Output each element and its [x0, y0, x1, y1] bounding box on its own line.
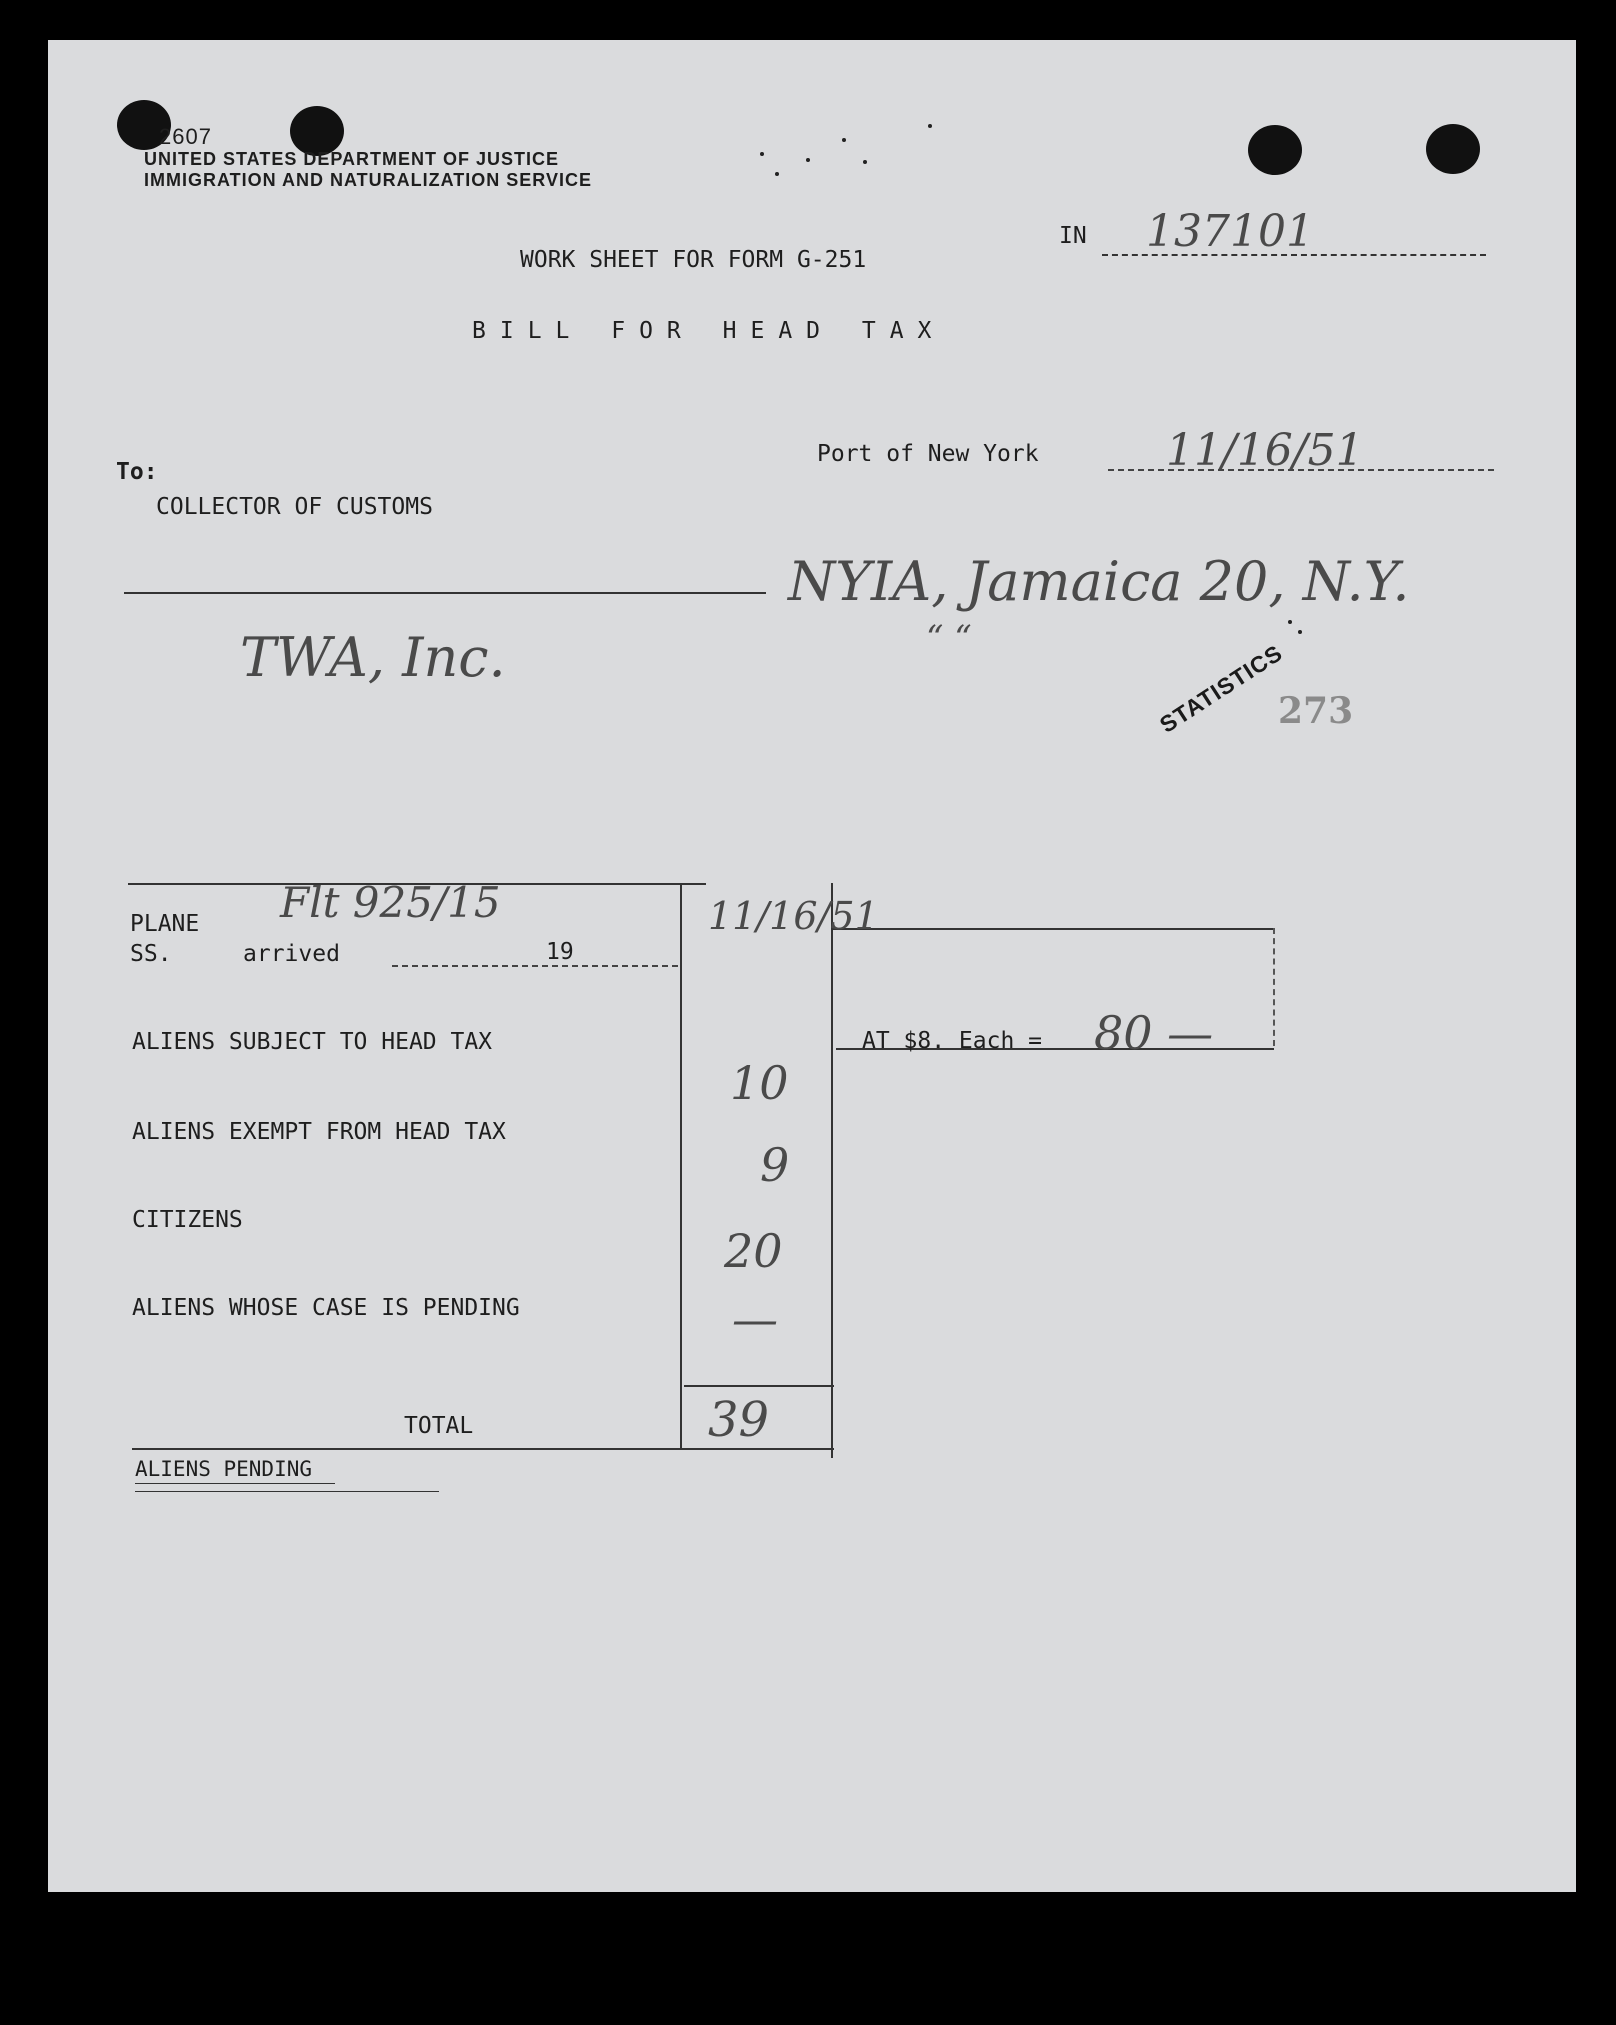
- arrival-date: 11/16/51: [708, 894, 879, 938]
- row-label-exempt: ALIENS EXEMPT FROM HEAD TAX: [132, 1119, 506, 1145]
- row-value-subject: 10: [730, 1056, 789, 1110]
- row-label-subject: ALIENS SUBJECT TO HEAD TAX: [132, 1029, 493, 1055]
- rate-amount: 80 —: [1094, 1006, 1214, 1060]
- row-value-pending: —: [732, 1292, 778, 1346]
- service-name: IMMIGRATION AND NATURALIZATION SERVICE: [144, 170, 592, 190]
- total-label: TOTAL: [404, 1413, 474, 1439]
- table-total-top-line: [684, 1385, 834, 1387]
- aliens-pending-label: ALIENS PENDING: [135, 1457, 313, 1481]
- speck: [1298, 630, 1302, 634]
- table-divider-right: [831, 883, 833, 1458]
- in-label: IN: [1059, 223, 1087, 249]
- handwritten-address: NYIA, Jamaica 20, N.Y.: [788, 550, 1410, 613]
- rate-label: AT $8. Each =: [862, 1028, 1043, 1054]
- total-value: 39: [708, 1392, 770, 1448]
- ditto-marks: “ “: [926, 618, 972, 658]
- stamp-number: 273: [1278, 690, 1354, 732]
- speck: [842, 138, 846, 142]
- speck: [775, 172, 779, 176]
- arrived-line: [392, 965, 678, 967]
- statistics-stamp: STATISTICS: [1155, 639, 1288, 738]
- aliens-pending-line: [135, 1491, 439, 1492]
- punch-hole-right: [1426, 124, 1480, 174]
- row-value-citizens: 20: [724, 1224, 783, 1278]
- row-value-exempt: 9: [760, 1138, 790, 1192]
- port-label: Port of New York: [817, 441, 1039, 467]
- row-label-citizens: CITIZENS: [132, 1207, 243, 1233]
- punch-hole-right-inner: [1248, 125, 1302, 175]
- bill-title: BILL FOR HEAD TAX: [472, 318, 946, 344]
- handwritten-company: TWA, Inc.: [240, 626, 506, 689]
- document-page: [48, 40, 1576, 1892]
- speck: [760, 152, 764, 156]
- worksheet-title: WORK SHEET FOR FORM G-251: [520, 247, 867, 273]
- rate-box-right-line: [1273, 928, 1275, 1046]
- department-name: UNITED STATES DEPARTMENT OF JUSTICE: [144, 149, 560, 169]
- plane-label: PLANE: [130, 911, 200, 937]
- aliens-pending-underline: [135, 1483, 335, 1484]
- speck: [806, 158, 810, 162]
- table-divider-left: [680, 883, 682, 1448]
- recipient-line: [124, 592, 766, 594]
- to-label: To:: [116, 459, 158, 485]
- row-label-pending: ALIENS WHOSE CASE IS PENDING: [132, 1295, 520, 1321]
- speck: [863, 160, 867, 164]
- in-number-value: 137101: [1146, 206, 1314, 257]
- ss-label: SS.: [130, 941, 172, 967]
- port-date: 11/16/51: [1166, 425, 1364, 476]
- speck: [1288, 620, 1292, 624]
- form-number: 2607: [159, 124, 212, 149]
- table-bottom-line: [132, 1448, 834, 1450]
- arrived-label: arrived: [243, 941, 340, 967]
- speck: [928, 124, 932, 128]
- flight-number: Flt 925/15: [280, 878, 501, 927]
- recipient: COLLECTOR OF CUSTOMS: [156, 494, 433, 520]
- year-prefix: 19: [546, 939, 574, 965]
- rate-box-top-line: [832, 928, 1274, 930]
